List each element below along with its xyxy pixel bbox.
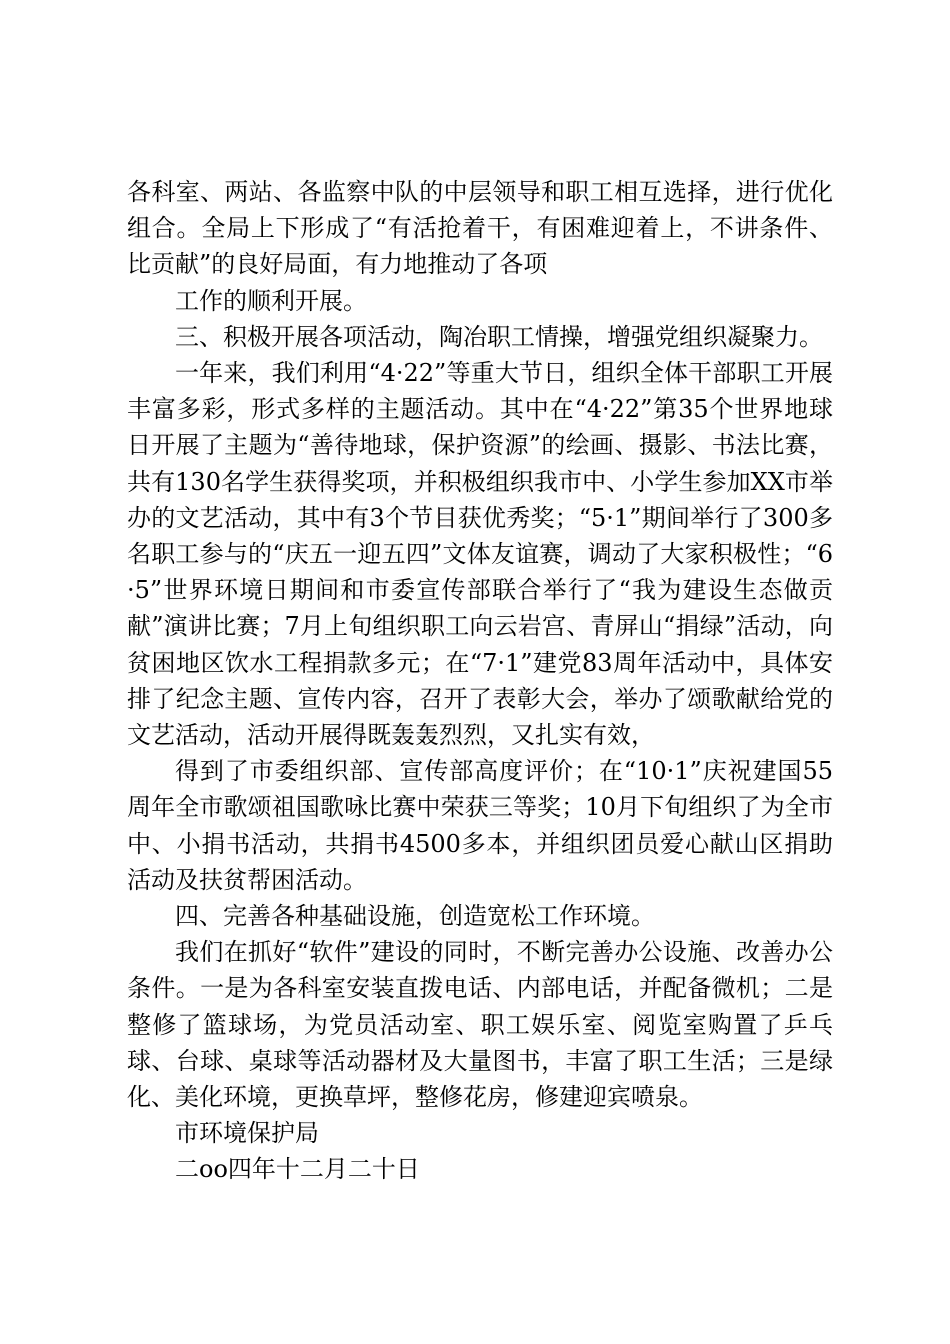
section-heading-four: 四、完善各种基础设施，创造宽松工作环境。	[175, 902, 655, 931]
section-heading-three: 三、积极开展各项活动，陶冶职工情操，增强党组织凝聚力。	[175, 322, 823, 351]
paragraph-facilities: 我们在抓好“软件”建设的同时，不断完善办公设施、改善办公条件。一是为各科室安装直拨电话、内部电话，并配备微机；二是整修了篮球场，为党员活动室、职工娱乐室、阅览室购置了乒乓球、台球、桌球等活动器材及大量图书，丰富了职工生活；三是绿化、美化环境，更换草坪，整修花房，修建迎宾喷泉。	[127, 938, 833, 1112]
document-body	[127, 174, 833, 1188]
paragraph-evaluation: 得到了市委组织部、宣传部高度评价；在“10·1”庆祝建国55周年全市歌颂祖国歌咏比赛中荣获三等奖；10月下旬组织了为全市中、小捐书活动，共捐书4500多本，并组织团员爱心献山区捐助活动及扶贫帮困活动。	[127, 757, 833, 894]
paragraph-activities: 一年来，我们利用“4·22”等重大节日，组织全体干部职工开展丰富多彩，形式多样的主题活动。其中在“4·22”第35个世界地球日开展了主题为“善待地球，保护资源”的绘画、摄影、书法比赛，共有130名学生获得奖项，并积极组织我市中、小学生参加XX市举办的文艺活动，其中有3个节目获优秀奖；“5·1”期间举行了300多名职工参与的“庆五一迎五四”文体友谊赛，调动了大家积极性；“6·5”世界环境日期间和市委宣传部联合举行了“我为建设生态做贡献”演讲比赛；7月上旬组织职工向云岩宫、青屏山“捐绿”活动，向贫困地区饮水工程捐款多元；在“7·1”建党83周年活动中，具体安排了纪念主题、宣传内容，召开了表彰大会，举办了颂歌献给党的文艺活动，活动开展得既轰轰烈烈，又扎实有效，	[127, 359, 833, 750]
signature-date: 二oo四年十二月二十日	[175, 1155, 420, 1184]
paragraph-work-progress: 工作的顺利开展。	[175, 286, 367, 315]
signature-organization: 市环境保护局	[175, 1119, 319, 1148]
paragraph-continuation: 各科室、两站、各监察中队的中层领导和职工相互选择，进行优化组合。全局上下形成了“有活抢着干，有困难迎着上，不讲条件、比贡献”的良好局面，有力地推动了各项	[127, 178, 833, 279]
